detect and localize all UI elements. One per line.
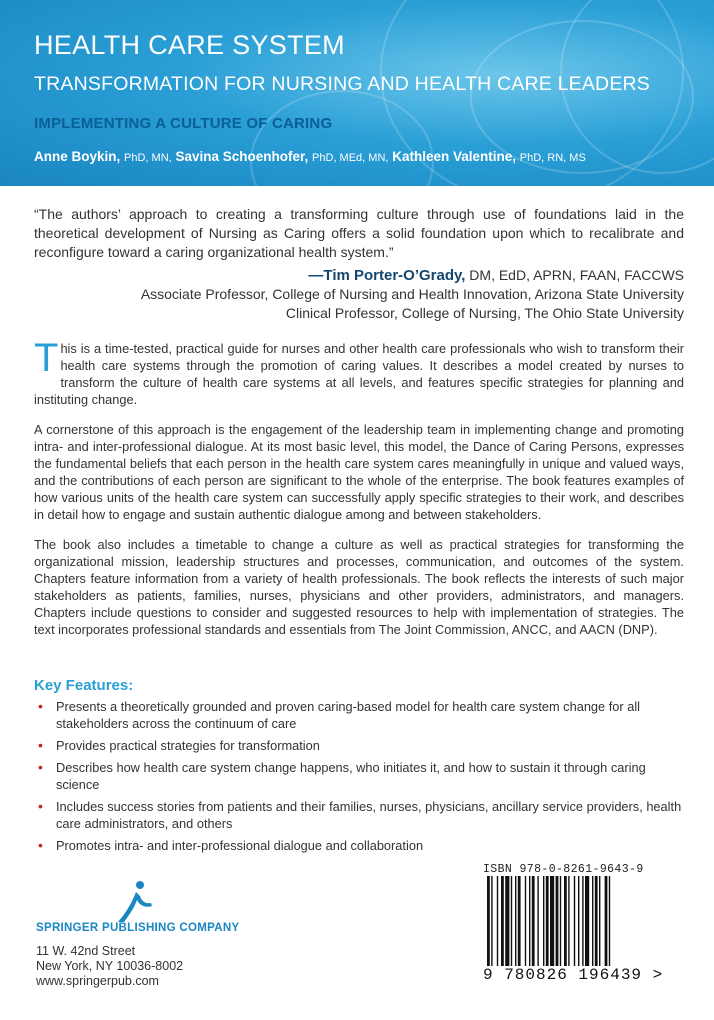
author-credentials: PhD, RN, MS xyxy=(519,152,586,164)
list-item xyxy=(34,737,684,754)
key-features-list xyxy=(34,698,684,859)
book-title: HEALTH CARE SYSTEM xyxy=(34,30,345,60)
cover-header xyxy=(0,0,714,186)
author-name: Savina Schoenhofer, xyxy=(175,149,309,164)
publisher-name-part: SPRINGER xyxy=(36,922,99,934)
bullet-icon: • xyxy=(38,798,43,814)
bullet-icon: • xyxy=(38,737,43,753)
feature-text: Provides practical strategies for transformation xyxy=(56,738,320,753)
barcode-bar xyxy=(574,876,575,966)
list-item xyxy=(34,698,684,732)
barcode-bar xyxy=(487,876,490,966)
bullet-icon: • xyxy=(38,837,43,853)
feature-text: Presents a theoretically grounded and proven caring-based model for health care system change for all stakeholders across the continuum of care xyxy=(56,699,641,731)
feature-text: Includes success stories from patients and their families, nurses, physicians, ancillary service providers, health care administrators, and others xyxy=(56,799,682,831)
barcode-bar xyxy=(599,876,600,966)
list-item xyxy=(34,759,684,793)
key-features-heading: Key Features: xyxy=(34,677,134,694)
barcode-bar xyxy=(605,876,608,966)
barcode-bar xyxy=(585,876,589,966)
barcode-bar xyxy=(609,876,610,966)
publisher-logo xyxy=(36,880,276,940)
barcode-bar xyxy=(497,876,498,966)
barcode-bar xyxy=(529,876,530,966)
isbn-label: ISBN 978-0-8261-9643-9 xyxy=(483,863,644,876)
endorsement-attribution xyxy=(24,266,684,323)
description-body xyxy=(34,336,684,651)
drop-cap: T xyxy=(34,336,59,380)
barcode-bar xyxy=(556,876,559,966)
barcode-bar xyxy=(546,876,549,966)
barcode-bar xyxy=(491,876,492,966)
book-tagline: IMPLEMENTING A CULTURE OF CARING xyxy=(34,115,333,132)
barcode-bar xyxy=(501,876,504,966)
description-paragraph xyxy=(34,336,684,408)
author-name: Kathleen Valentine, xyxy=(392,149,517,164)
author-credentials: PhD, MN, xyxy=(124,152,172,164)
barcode-bar xyxy=(595,876,598,966)
endorser-name: —Tim Porter-O’Grady, xyxy=(308,267,466,284)
barcode-bar xyxy=(560,876,561,966)
address-line: New York, NY 10036-8002 xyxy=(36,959,184,973)
barcode-bar xyxy=(582,876,583,966)
feature-text: Promotes intra- and inter-professional dialogue and collaboration xyxy=(56,838,424,853)
barcode-bar xyxy=(518,876,521,966)
author-name: Anne Boykin, xyxy=(34,149,121,164)
springer-figure-icon xyxy=(106,880,156,926)
publisher-website: www.springerpub.com xyxy=(36,974,159,988)
paragraph-text: his is a time-tested, practical guide for nurses and other health care professionals who wish to transform their health care systems through the promotion of caring values. It describes a model created by nurses to transform the culture of health care systems at all levels, and features specific strategies for planning and instituting change. xyxy=(34,341,684,407)
endorsement-quote: “The authors’ approach to creating a transforming culture through use of foundations laid in the theoretical development of Nursing as Caring offers a solid foundation upon which to recalibrate and reconfigure toward a caring organizational health system.” xyxy=(34,206,684,260)
barcode-bar xyxy=(537,876,538,966)
barcode-bar xyxy=(515,876,516,966)
publisher-name-part: PUBLISHING COMPANY xyxy=(101,922,240,934)
barcode-bar xyxy=(532,876,535,966)
book-subtitle: TRANSFORMATION FOR NURSING AND HEALTH CARE LEADERS xyxy=(34,73,651,95)
endorser-affiliation: Associate Professor, College of Nursing and Health Innovation, Arizona State University xyxy=(140,286,684,302)
description-paragraph: The book also includes a timetable to change a culture as well as practical strategies for transforming the organizational mission, leadership structures and processes, communication, and outcomes of the system. Chapters feature information from a variety of health professionals. The book reflects the interests of such major stakeholders as patients, families, nurses, physicians and other providers, administrators, and managers. Chapters include questions to consider and suggested resources to help with implementation of strategies. The text incorporates professional standards and essentials from The Joint Commission, ANCC, and AACN (DNP). xyxy=(34,537,684,637)
endorser-affiliation: Clinical Professor, College of Nursing, The Ohio State University xyxy=(285,305,684,321)
barcode-bar xyxy=(564,876,567,966)
list-item xyxy=(34,837,684,854)
barcode-bar xyxy=(568,876,569,966)
barcode-bar xyxy=(525,876,526,966)
barcode-bar xyxy=(550,876,554,966)
barcode-icon xyxy=(483,876,683,968)
barcode-bar xyxy=(578,876,579,966)
barcode-bar xyxy=(592,876,593,966)
barcode-bar xyxy=(543,876,544,966)
author-list xyxy=(34,149,586,164)
publisher-name xyxy=(36,922,239,934)
list-item xyxy=(34,798,684,832)
address-line: 11 W. 42nd Street xyxy=(36,944,136,958)
barcode-bar xyxy=(511,876,512,966)
author-credentials: PhD, MEd, MN, xyxy=(312,152,389,164)
description-paragraph: A cornerstone of this approach is the engagement of the leadership team in implementing change and promoting intra- and inter-professional dialogue. At its most basic level, this model, the Dance of Caring Persons, expresses the fundamental beliefs that each person in the health care system cares meaningfully in unique and valued ways, and the contributions of each person are significant to the whole of the enterprise. The book features examples of how various units of the health care system can successfully apply specific strategies to their work, and describes in detail how to engage and sustain authentic dialogue among and between stakeholders. xyxy=(34,422,684,522)
bullet-icon: • xyxy=(38,698,43,714)
endorser-credentials: DM, EdD, APRN, FAAN, FACCWS xyxy=(469,267,684,283)
publisher-address xyxy=(36,944,183,989)
bullet-icon: • xyxy=(38,759,43,775)
feature-text: Describes how health care system change happens, who initiates it, and how to sustain it through caring science xyxy=(56,760,646,792)
barcode-bar xyxy=(505,876,509,966)
barcode-number: 9 780826 196439 > xyxy=(483,966,664,984)
attribution-line xyxy=(24,266,684,285)
